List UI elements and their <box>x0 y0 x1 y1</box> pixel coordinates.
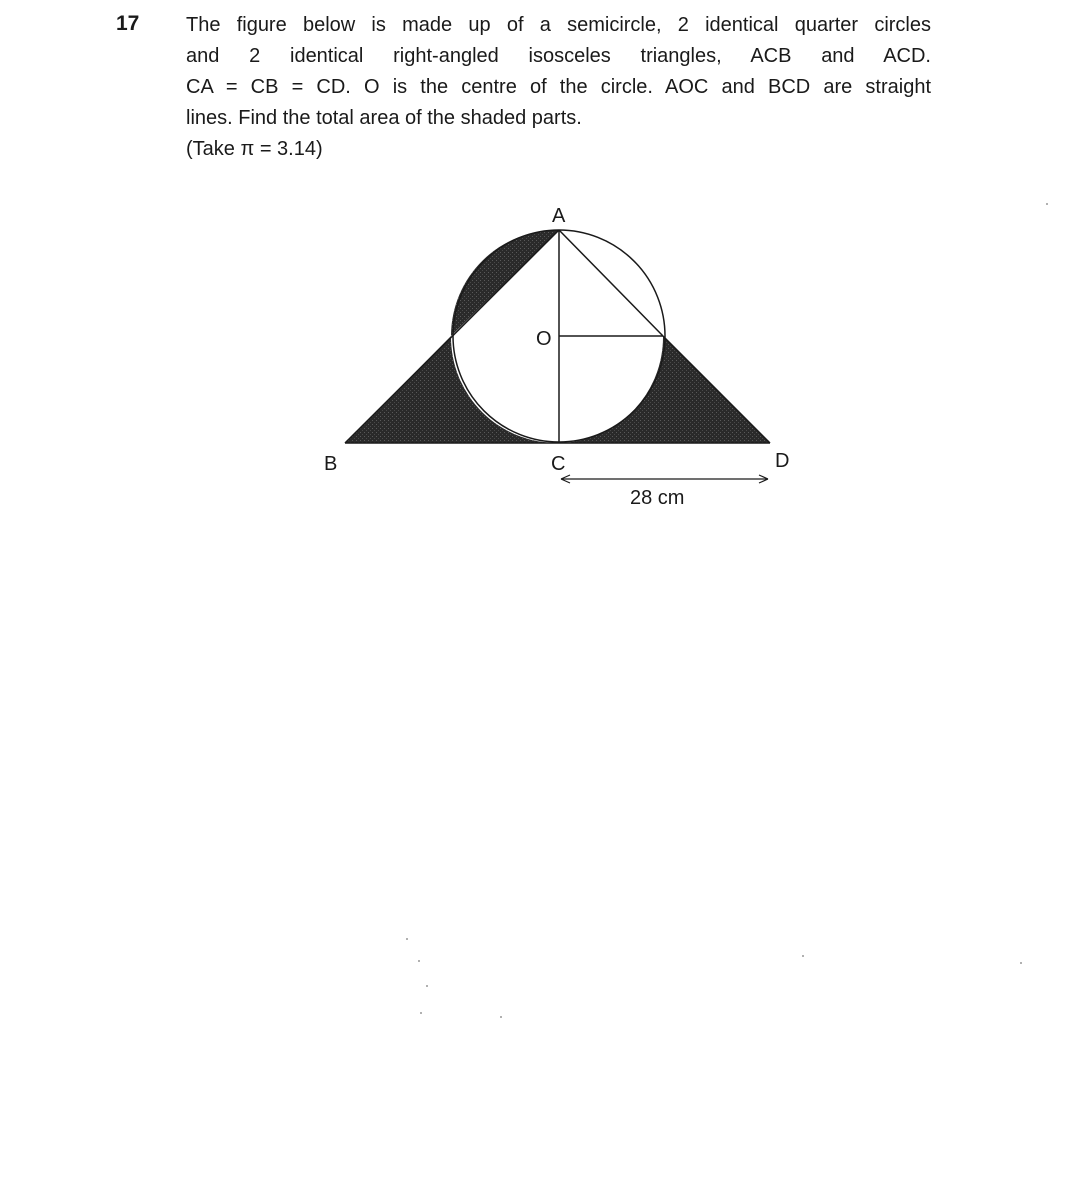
scan-speck <box>418 960 420 962</box>
scan-speck <box>420 1012 422 1014</box>
dimension-label: 28 cm <box>630 487 685 509</box>
question-line-1: The figure below is made up of a semicircle, 2 identical quarter circles <box>186 14 931 36</box>
shaded-region-left <box>345 336 559 443</box>
chord-a-right <box>559 230 663 336</box>
label-b: B <box>324 453 338 475</box>
scan-speck <box>1046 203 1048 205</box>
question-line-2: and 2 identical right-angled isosceles triangles, ACB and ACD. <box>186 45 931 67</box>
label-c: C <box>551 453 566 475</box>
scan-speck <box>802 955 804 957</box>
label-a: A <box>552 205 566 227</box>
scan-speck <box>500 1016 502 1018</box>
dimension-arrow <box>561 475 768 483</box>
question-line-5: (Take π = 3.14) <box>186 138 323 160</box>
question-number: 17 <box>116 12 140 35</box>
geometry-figure <box>0 0 1068 540</box>
label-d: D <box>775 450 790 472</box>
question-line-4: lines. Find the total area of the shaded parts. <box>186 107 582 129</box>
label-o: O <box>536 328 552 350</box>
scan-speck <box>1020 962 1022 964</box>
question-line-3: CA = CB = CD. O is the centre of the circle. AOC and BCD are straight <box>186 76 931 98</box>
scan-speck <box>406 938 408 940</box>
scan-speck <box>426 985 428 987</box>
